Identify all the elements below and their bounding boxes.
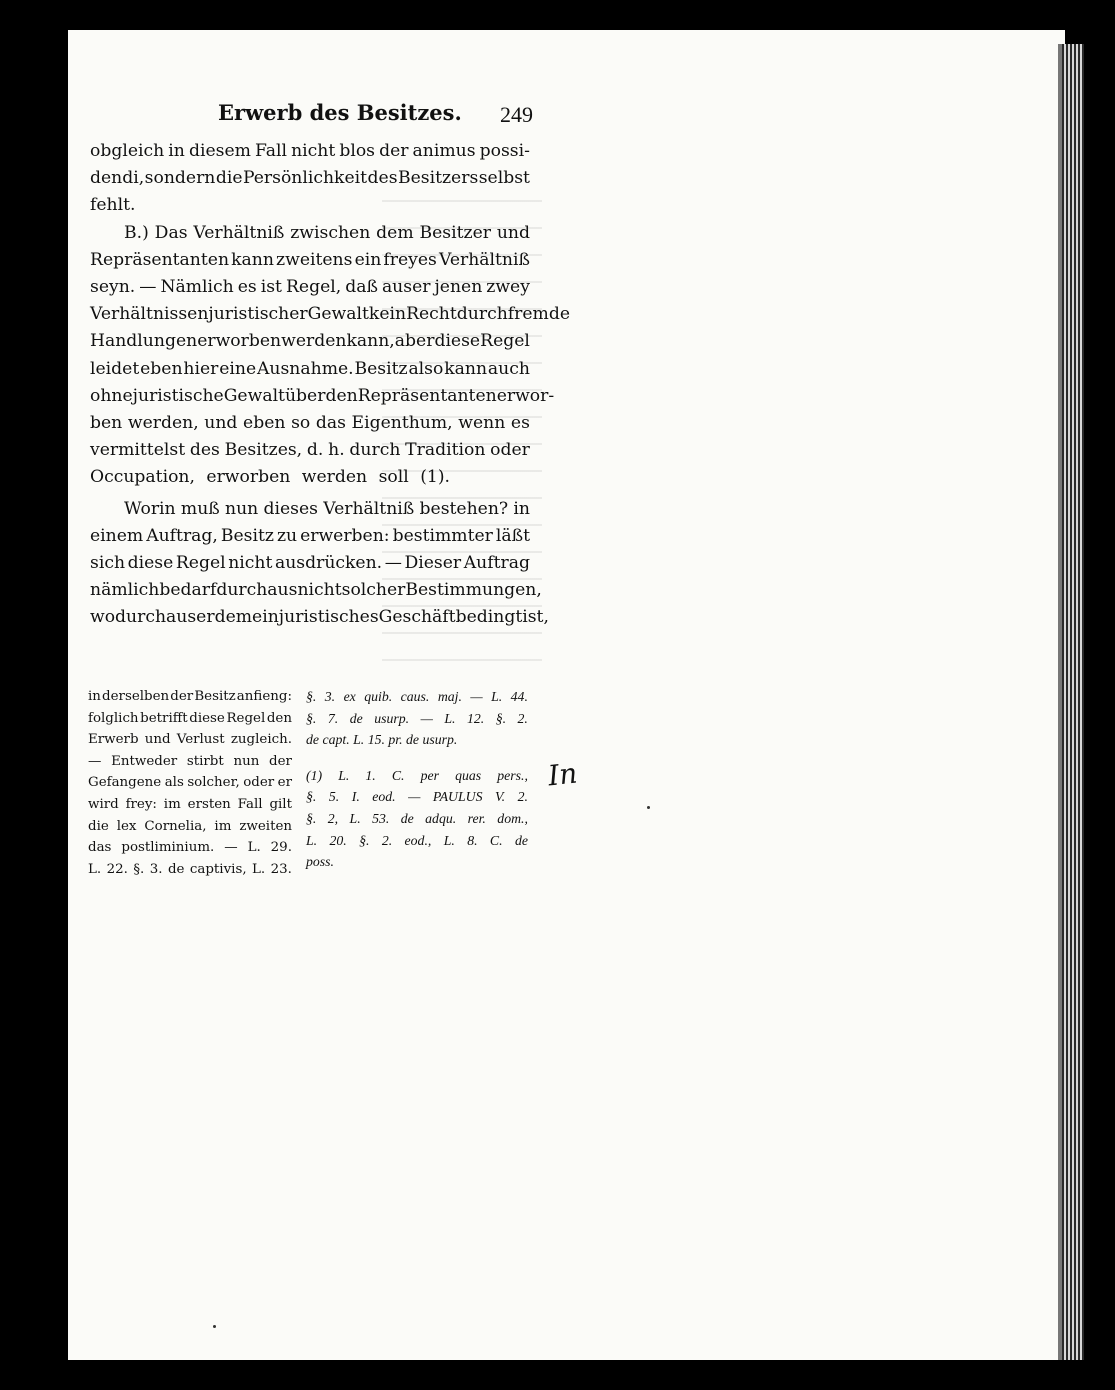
page-number: 249: [500, 102, 533, 127]
text-line: ben werden, und eben so das Eigenthum, wenn es: [90, 413, 530, 434]
footnote-line: §. 3. ex quib. caus. maj. — L. 44.: [306, 689, 528, 704]
footnote-line: de capt. L. 15. pr. de usurp.: [306, 732, 458, 748]
text-line: vermittelst des Besitzes, d. h. durch Tradition oder: [90, 440, 530, 461]
footnote-left-column: [88, 686, 292, 880]
page-stack-edges: [1062, 44, 1084, 1360]
footnote-line: das postliminium. — L. 29.: [88, 840, 292, 856]
footnote-line: L. 22. §. 3. de captivis, L. 23.: [88, 861, 292, 877]
footnote-line: (1) L. 1. C. per quas pers.,: [306, 767, 528, 783]
footnote-line: L. 20. §. 2. eod., L. 8. C. de: [306, 832, 528, 848]
footnote-line: die lex Cornelia, im zweiten: [88, 818, 292, 834]
footnote-line: Erwerb und Verlust zugleich.: [88, 732, 292, 748]
footnotes: [88, 686, 528, 886]
running-title: Erwerb des Besitzes.: [218, 100, 462, 125]
text-line: Worin muß nun dieses Verhältniß bestehen? in: [124, 498, 530, 519]
ink-speck: [647, 806, 650, 809]
text-line: Verhältnissen juristischer Gewalt kein Recht durch fremde: [90, 304, 570, 325]
text-line: sich diese Regel nicht ausdrücken. — Dieser Auftrag: [90, 553, 530, 574]
text-line: ohne juristische Gewalt über den Repräsentanten erwor-: [90, 385, 555, 406]
footnote-line: folglich betrifft diese Regel den: [88, 710, 292, 726]
text-line: Handlungen erworben werden kann, aber diese Regel: [90, 331, 530, 352]
footnote-line: §. 5. I. eod. — PAULUS V. 2.: [306, 789, 528, 805]
text-line: obgleich in diesem Fall nicht blos der animus possi-: [90, 141, 530, 161]
footnote-line: wird frey: im ersten Fall gilt: [88, 796, 292, 812]
handwritten-margin-note: In: [546, 756, 579, 793]
text-line: fehlt.: [90, 195, 136, 216]
text-line: nämlich bedarf durchaus nicht solcher Bestimmungen,: [90, 580, 542, 601]
text-line: B.) Das Verhältniß zwischen dem Besitzer und: [124, 222, 530, 243]
text-line: Occupation, erworben werden soll (1).: [90, 467, 451, 488]
footnote-line: §. 7. de usurp. — L. 12. §. 2.: [306, 710, 528, 726]
footnote-line: Gefangene als solcher, oder er: [88, 775, 292, 791]
text-line: einem Auftrag, Besitz zu erwerben: bestimmter läßt: [90, 525, 530, 546]
text-line: seyn. — Nämlich es ist Regel, daß auser jenen zwey: [90, 277, 530, 298]
footnote-line: poss.: [306, 854, 334, 870]
running-header: [218, 100, 533, 134]
text-line: Repräsentanten kann zweitens ein freyes Verhältniß: [90, 249, 530, 270]
footnote-line: in derselben der Besitz anfieng:: [88, 689, 292, 704]
footnote-line: — Entweder stirbt nun der: [88, 753, 292, 769]
text-line: wodurch auserdem ein juristisches Geschäft bedingt ist,: [90, 607, 549, 628]
footnote-line: §. 2, L. 53. de adqu. rer. dom.,: [306, 810, 528, 826]
main-text: [90, 138, 570, 632]
ink-speck: [213, 1325, 216, 1328]
text-line: dendi, sondern die Persönlichkeit des Besitzers selbst: [90, 168, 530, 189]
footnote-right-column: [306, 686, 528, 873]
text-line: leidet eben hier eine Ausnahme. Besitz also kann auch: [90, 358, 530, 379]
